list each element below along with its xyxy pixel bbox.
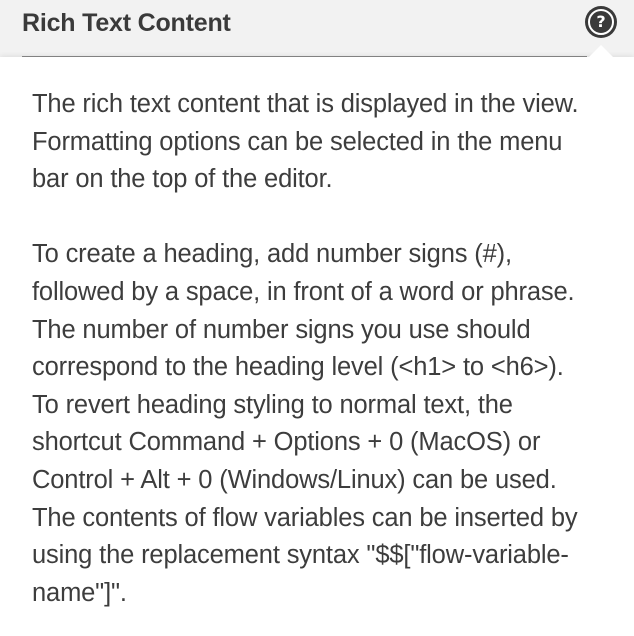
popover-caret	[589, 45, 613, 57]
help-popover-content	[32, 86, 617, 612]
help-circle-icon	[588, 9, 614, 35]
dialog-header	[0, 0, 634, 56]
help-button[interactable]	[585, 6, 617, 38]
help-paragraph-headings: To create a heading, add number signs (#), followed by a space, in front of a word or phrase. The number of number signs you use should correspond to the heading level (<h1> to <h6>). To revert heading styling to normal text, the shortcut Command + Options + 0 (MacOS) or Control + Alt + 0 (Windows/Linux) can be used. The contents of flow variables can be inserted by using the replacement syntax "$$["flow-variable- name"]".	[32, 240, 578, 607]
help-paragraph-description: The rich text content that is displayed in the view. Formatting options can be selected in the menu bar on the top of the editor.	[32, 90, 579, 194]
section-title: Rich Text Content	[22, 9, 231, 37]
help-glyph: ?	[596, 12, 606, 31]
